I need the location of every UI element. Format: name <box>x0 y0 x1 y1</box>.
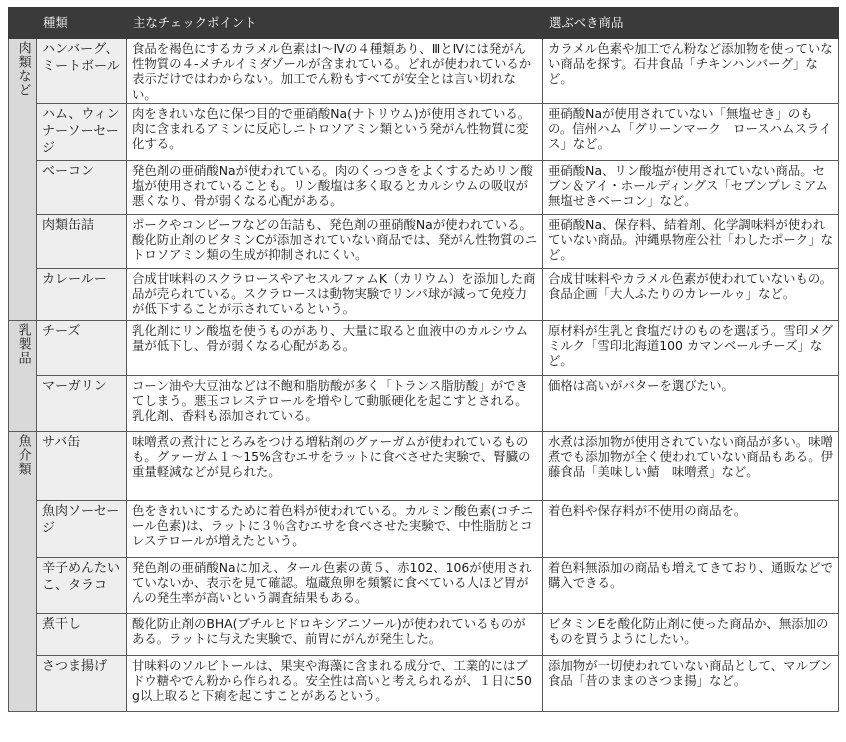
row-type: 煮干し <box>37 613 127 655</box>
row-recommend: 原材料が生乳と食塩だけのものを選ぼう。雪印メグミルク「雪印北海道100 カマンベールチーズ」など。 <box>543 320 839 375</box>
row-type: 辛子めんたいこ、タラコ <box>37 557 127 613</box>
row-type: ハム、ウィンナーソーセージ <box>37 103 127 160</box>
row-recommend: 着色料無添加の商品も増えてきており、通販などで購入できる。 <box>543 557 839 613</box>
header-recommend: 選ぶべき商品 <box>543 8 839 39</box>
row-point: 味噌煮の煮汁にとろみをつける増粘剤のグァーガムが使われているものも。グァーガム１〜15%含むエサをラットに食べさせた実験で、腎臓の重量軽減などが見られた。 <box>127 431 543 500</box>
header-blank <box>9 8 37 39</box>
group-meat <box>9 39 37 321</box>
table-row <box>9 214 839 268</box>
row-point: 合成甘味料のスクラロースやアセスルファムK（カリウム）を添加した商品が売られている。スクラロースは動物実験でリンパ球が減って免疫力が低下することが示されているという。 <box>127 268 543 320</box>
row-point: 肉をきれいな色に保つ目的で亜硝酸Na(ナトリウム)が使用されている。肉に含まれるアミンに反応しニトロソアミン類という発がん性物質に変化する。 <box>127 103 543 160</box>
table-row <box>9 500 839 557</box>
row-recommend: 亜硝酸Na、リン酸塩が使用されていない商品。セブン＆アイ・ホールディングス「セブンプレミアム 無塩せきベーコン」など。 <box>543 160 839 214</box>
table-row <box>9 375 839 431</box>
table-row <box>9 103 839 160</box>
row-type: 魚肉ソーセージ <box>37 500 127 557</box>
row-type: サバ缶 <box>37 431 127 500</box>
row-recommend: 着色料や保存料が不使用の商品を。 <box>543 500 839 557</box>
row-point: 食品を褐色にするカラメル色素はⅠ〜Ⅳの４種類あり、ⅢとⅣには発がん性物質の４‐メチルイミダゾールが含まれている。どれが使われているか表示だけではわからない。加工でん粉もすべてが安全とは言い切れない。 <box>127 39 543 104</box>
row-point: 甘味料のソルビトールは、果実や海藻に含まれる成分で、工業的にはブドウ糖やでん粉から作られる。安全性は高いと考えられるが、１日に50g以上取ると下痢を起こすことがあるという。 <box>127 655 543 711</box>
table-row <box>9 557 839 613</box>
table-row <box>9 655 839 711</box>
row-type: マーガリン <box>37 375 127 431</box>
header-points: 主なチェックポイント <box>127 8 543 39</box>
row-type: カレールー <box>37 268 127 320</box>
row-type: さつま揚げ <box>37 655 127 711</box>
group-label: 魚介類 <box>15 433 31 476</box>
row-recommend: カラメル色素や加工でん粉など添加物を使っていない商品を探す。石井食品「チキンハンバーグ」など。 <box>543 39 839 104</box>
table-row <box>9 268 839 320</box>
row-recommend: 価格は高いがバターを選びたい。 <box>543 375 839 431</box>
row-point: ポークやコンビーフなどの缶詰も、発色剤の亜硝酸Naが使われている。酸化防止剤のビタミンCが添加されていない商品では、発がん性物質のニトロソアミン類の生成が抑制されにくい。 <box>127 214 543 268</box>
group-label: 乳製品 <box>15 322 31 365</box>
row-recommend: 水煮は添加物が使用されていない商品が多い。味噌煮でも添加物が全く使われていない商品もある。伊藤食品「美味しい鯖 味噌煮」など。 <box>543 431 839 500</box>
row-recommend: 合成甘味料やカラメル色素が使われていないもの。食品企画「大人ふたりのカレールゥ」など。 <box>543 268 839 320</box>
header-row <box>9 8 839 39</box>
row-point: 色をきれいにするために着色料が使われている。カルミン酸色素(コチニール色素)は、ラットに３％含むエサを食べさせた実験で、中性脂肪とコレステロールが増えたという。 <box>127 500 543 557</box>
row-point: 発色剤の亜硝酸Naが使われている。肉のくっつきをよくするためリン酸塩が使用されていることも。リン酸塩は多く取るとカルシウムの吸収が悪くなり、骨が弱くなる心配がある。 <box>127 160 543 214</box>
additive-table <box>8 7 839 712</box>
table-row <box>9 613 839 655</box>
row-point: 乳化剤にリン酸塩を使うものがあり、大量に取ると血液中のカルシウム量が低下し、骨が弱くなる心配がある。 <box>127 320 543 375</box>
row-recommend: ビタミンEを酸化防止剤に使った商品か、無添加のものを買うようにしたい。 <box>543 613 839 655</box>
table-row <box>9 39 839 104</box>
row-type: チーズ <box>37 320 127 375</box>
row-type: ハンバーグ、ミートボール <box>37 39 127 104</box>
table-row <box>9 320 839 375</box>
table-row <box>9 160 839 214</box>
row-point: 発色剤の亜硝酸Naに加え、タール色素の黄５、赤102、106が使用されていないか、表示を見て確認。塩蔵魚卵を頻繁に食べている人ほど胃がんの発生率が高いという調査結果もある。 <box>127 557 543 613</box>
row-recommend: 亜硝酸Na、保存料、結着剤、化学調味料が使われていない商品。沖縄県物産公社「わしたポーク」など。 <box>543 214 839 268</box>
row-recommend: 亜硝酸Naが使用されていない「無塩せき」のもの。信州ハム「グリーンマーク ロースハムスライス」など。 <box>543 103 839 160</box>
row-type: 肉類缶詰 <box>37 214 127 268</box>
group-seafood <box>9 431 37 711</box>
table-row <box>9 431 839 500</box>
row-point: コーン油や大豆油などは不飽和脂肪酸が多く「トランス脂肪酸」ができてしまう。悪玉コレステロールを増やして動脈硬化を起こすとされる。乳化剤、香料も添加されている。 <box>127 375 543 431</box>
row-recommend: 添加物が一切使われていない商品として、マルブン食品「昔のままのさつま揚」など。 <box>543 655 839 711</box>
header-type: 種類 <box>37 8 127 39</box>
row-type: ベーコン <box>37 160 127 214</box>
group-dairy <box>9 320 37 431</box>
row-point: 酸化防止剤のBHA(ブチルヒドロキシアニソール)が使われているものがある。ラットに与えた実験で、前胃にがんが発生した。 <box>127 613 543 655</box>
group-label: 肉類など <box>15 41 31 97</box>
